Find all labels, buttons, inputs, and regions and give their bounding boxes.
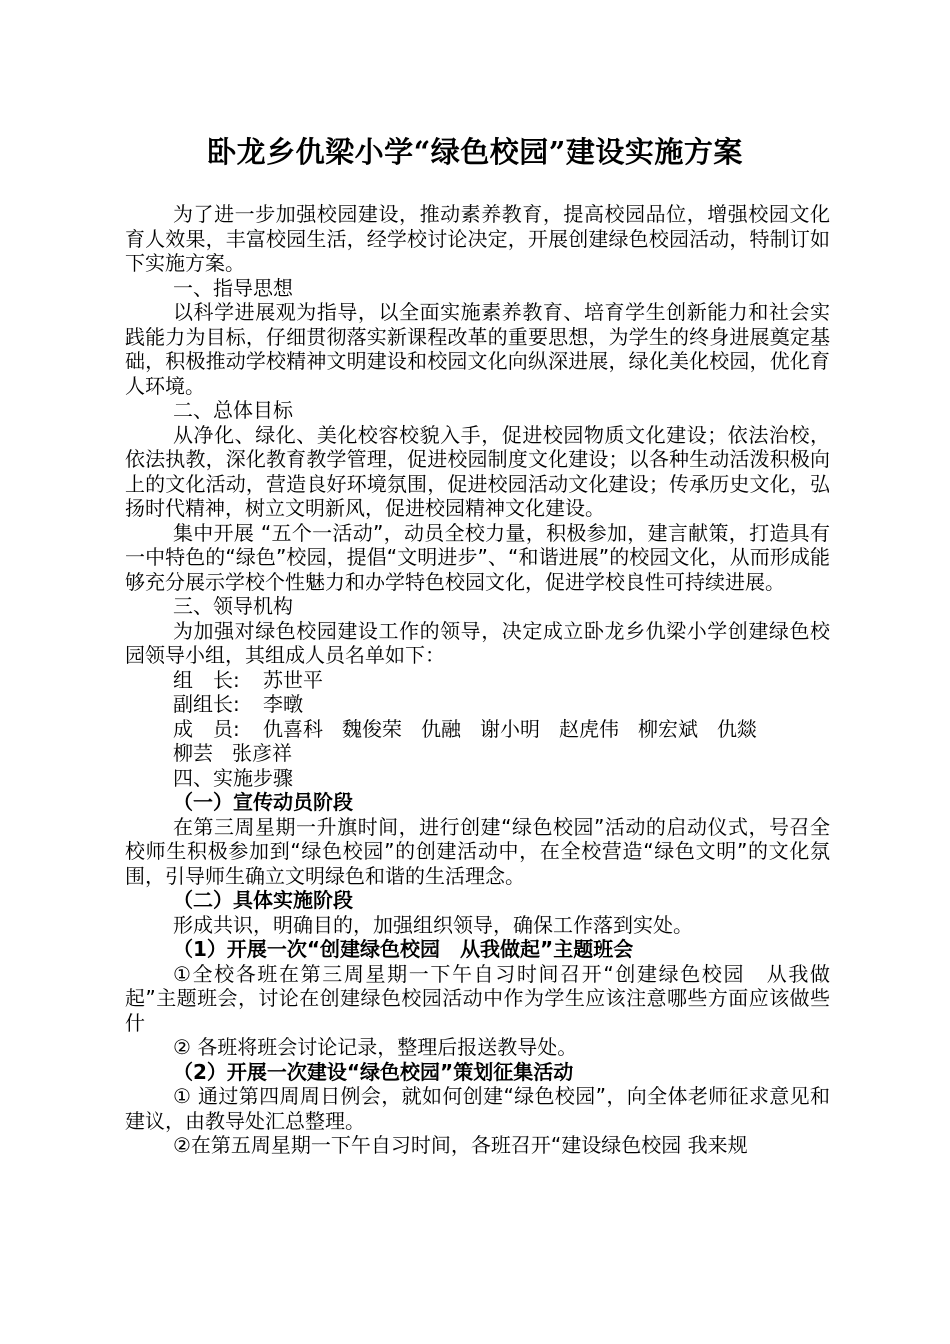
member-name: 赵虎伟 — [559, 716, 619, 741]
member-name: 柳宏斌 — [638, 716, 698, 741]
item1-point-a: ①全校各班在第三周星期一下午自习时间召开“创建绿色校园 从我做起”主题班会，讨论在创建绿色校园活动中作为学生应该注意哪些方面应该做些什 — [125, 961, 830, 1035]
section-heading-leadership: 三、领导机构 — [173, 594, 293, 618]
stage2-paragraph: 形成共识，明确目的，加强组织领导，确保工作落到实处。 — [173, 912, 693, 937]
leader-label: 组 长: — [173, 667, 240, 692]
leadership-paragraph: 为加强对绿色校园建设工作的领导，决定成立卧龙乡仇梁小学创建绿色校园领导小组，其组成人员名单如下： — [125, 618, 830, 667]
members-row — [125, 717, 830, 742]
deputy-name: 李暾 — [263, 692, 303, 716]
leader-row — [125, 668, 830, 693]
document-body — [125, 202, 830, 1158]
member-name: 柳芸 — [173, 741, 213, 765]
members-row-continued — [125, 741, 830, 766]
section-heading-implementation: 四、实施步骤 — [173, 765, 293, 790]
members-label: 成 员: — [173, 716, 240, 741]
item2-heading: （2）开展一次建设“绿色校园”策划征集活动 — [173, 1059, 574, 1084]
deputy-label: 副组长: — [173, 692, 240, 716]
member-name: 魏俊荣 — [342, 716, 402, 741]
stage2-heading: （二）具体实施阶段 — [173, 888, 353, 912]
overall-goals-paragraph-2: 集中开展 “五个一活动”，动员全校力量，积极参加，建言献策，打造具有一中特色的“绿色”校园，提倡“文明进步”、“和谐进展”的校园文化，从而形成能够充分展示学校个性魅力和办学特色校园文化，促进学校良性可持续进展。 — [125, 520, 830, 594]
stage1-heading: （一）宣传动员阶段 — [173, 790, 353, 814]
section-heading-guiding-ideology: 一、指导思想 — [173, 275, 293, 300]
document-title: 卧龙乡仇梁小学“绿色校园”建设实施方案 — [207, 135, 743, 169]
item2-point-a: ① 通过第四周周日例会，就如何创建“绿色校园”，向全体老师征求意见和建议，由教导处汇总整理。 — [125, 1084, 830, 1133]
leader-name: 苏世平 — [263, 667, 323, 692]
member-name: 仇燚 — [717, 716, 757, 741]
member-name: 谢小明 — [480, 716, 540, 741]
member-name: 张彦祥 — [232, 741, 292, 765]
guiding-ideology-paragraph: 以科学进展观为指导，以全面实施素养教育、培育学生创新能力和社会实践能力为目标，仔细贯彻落实新课程改革的重要思想，为学生的终身进展奠定基础，积极推动学校精神文明建设和校园文化向纵深进展，绿化美化校园，优化育人环境。 — [125, 300, 830, 398]
member-name: 仇融 — [421, 716, 461, 741]
member-name: 仇喜科 — [263, 716, 323, 741]
item1-heading: （1）开展一次“创建绿色校园 从我做起”主题班会 — [173, 937, 634, 961]
intro-paragraph: 为了进一步加强校园建设，推动素养教育，提高校园品位，增强校园文化育人效果，丰富校园生活，经学校讨论决定，开展创建绿色校园活动，特制订如下实施方案。 — [125, 202, 830, 275]
deputy-row — [125, 692, 830, 717]
section-heading-overall-goals: 二、总体目标 — [173, 398, 293, 422]
item2-point-b: ②在第五周星期一下午自习时间，各班召开“建设绿色校园 我来规 — [173, 1133, 748, 1157]
overall-goals-paragraph-1: 从净化、绿化、美化校容校貌入手，促进校园物质文化建设；依法治校，依法执教，深化教育教学管理，促进校园制度文化建设；以各种生动活泼积极向上的文化活动，营造良好环境氛围，促进校园活动文化建设；传承历史文化，弘扬时代精神，树立文明新风，促进校园精神文化建设。 — [125, 422, 830, 520]
stage1-paragraph: 在第三周星期一升旗时间，进行创建“绿色校园”活动的启动仪式，号召全校师生积极参加到“绿色校园”的创建活动中，在全校营造“绿色文明”的文化氛围，引导师生确立文明绿色和谐的生活理念。 — [125, 814, 830, 888]
item1-point-b: ② 各班将班会讨论记录，整理后报送教导处。 — [173, 1035, 578, 1059]
